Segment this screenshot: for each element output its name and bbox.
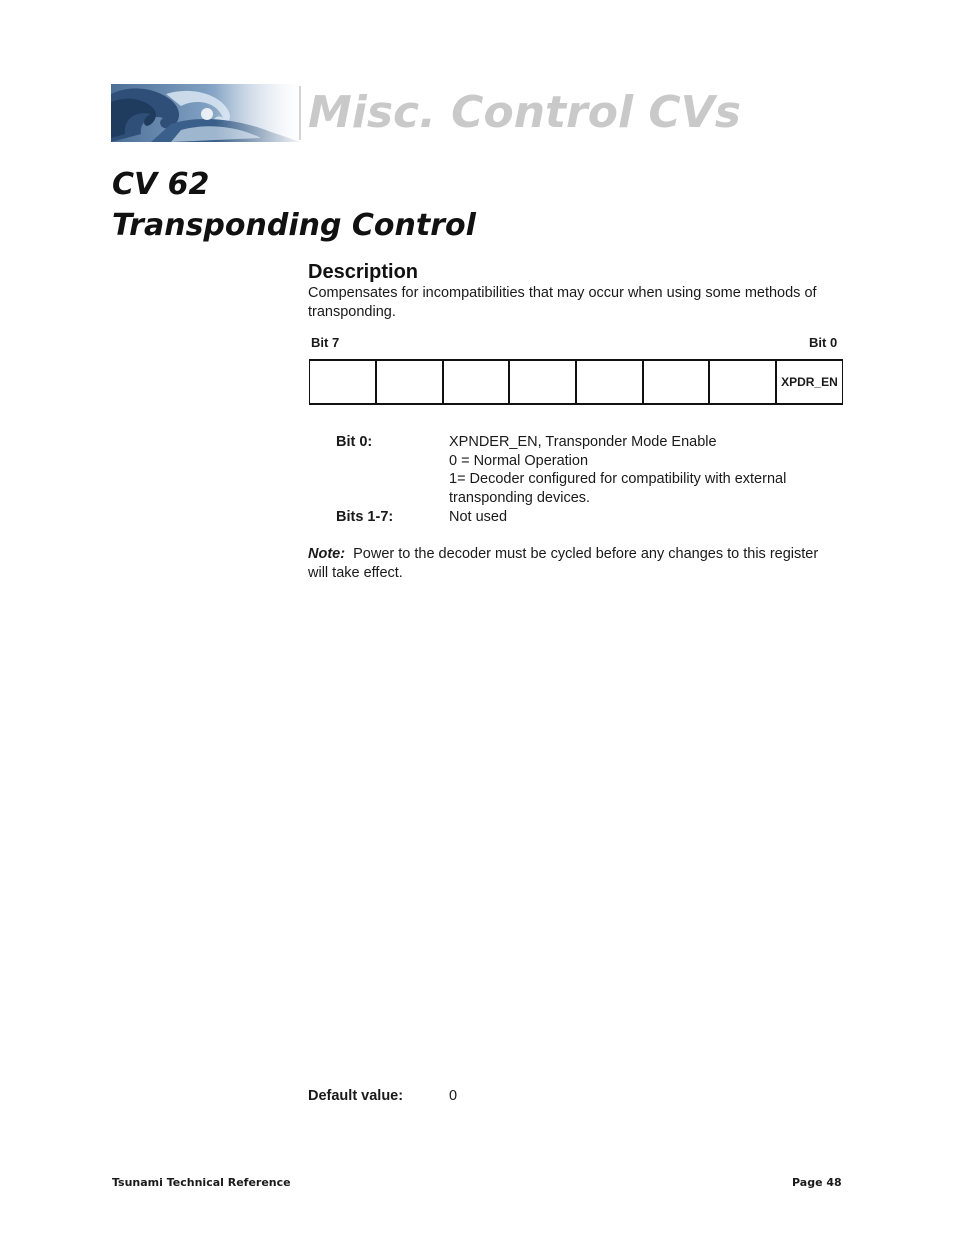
description-heading: Description bbox=[308, 261, 419, 283]
bit-row bbox=[310, 360, 843, 404]
wave-banner-image bbox=[111, 84, 301, 142]
definition-body bbox=[449, 508, 836, 527]
definition-line: Not used bbox=[449, 508, 508, 525]
cv-number: CV 62 bbox=[112, 167, 210, 202]
bit-0-label: Bit 0 bbox=[809, 335, 838, 350]
default-value bbox=[308, 1088, 457, 1104]
bit-cell-3 bbox=[576, 360, 643, 404]
footer-page-number: Page 48 bbox=[792, 1176, 842, 1189]
bit-cell-5 bbox=[443, 360, 510, 404]
note-label: Note: bbox=[308, 546, 346, 562]
bit-cell-0: XPDR_EN bbox=[776, 360, 843, 404]
bit-cell-4 bbox=[509, 360, 576, 404]
section-title: Misc. Control CVs bbox=[308, 87, 741, 138]
definition-bits-1-7 bbox=[336, 508, 836, 527]
bit-cell-1 bbox=[709, 360, 776, 404]
bit-definitions bbox=[336, 433, 836, 527]
wave-illustration bbox=[111, 84, 301, 142]
default-value-number: 0 bbox=[449, 1088, 458, 1104]
bit-diagram bbox=[309, 359, 843, 405]
bit-cell-6 bbox=[376, 360, 443, 404]
definition-body bbox=[449, 433, 836, 508]
banner-divider bbox=[299, 86, 301, 140]
definition-term: Bit 0: bbox=[336, 434, 373, 450]
definition-line: 0 = Normal Operation bbox=[449, 452, 589, 469]
default-value-label: Default value: bbox=[308, 1088, 404, 1104]
bit-cell-7 bbox=[310, 360, 377, 404]
definition-term: Bits 1-7: bbox=[336, 508, 394, 525]
definition-line: XPNDER_EN, Transponder Mode Enable bbox=[449, 434, 717, 450]
bit-cell-2 bbox=[643, 360, 710, 404]
definition-line: 1= Decoder configured for compatibility with external transponding devices. bbox=[449, 471, 787, 507]
note-text: Power to the decoder must be cycled before any changes to this register will take effect. bbox=[308, 546, 819, 581]
definition-bit-0 bbox=[336, 433, 836, 508]
cv-name: Transponding Control bbox=[112, 208, 476, 243]
description-text: Compensates for incompatibilities that may occur when using some methods of transponding. bbox=[308, 285, 817, 320]
bit-7-label: Bit 7 bbox=[311, 335, 340, 350]
footer-document-title: Tsunami Technical Reference bbox=[112, 1176, 291, 1189]
note bbox=[308, 545, 828, 583]
cv-title bbox=[112, 164, 476, 246]
